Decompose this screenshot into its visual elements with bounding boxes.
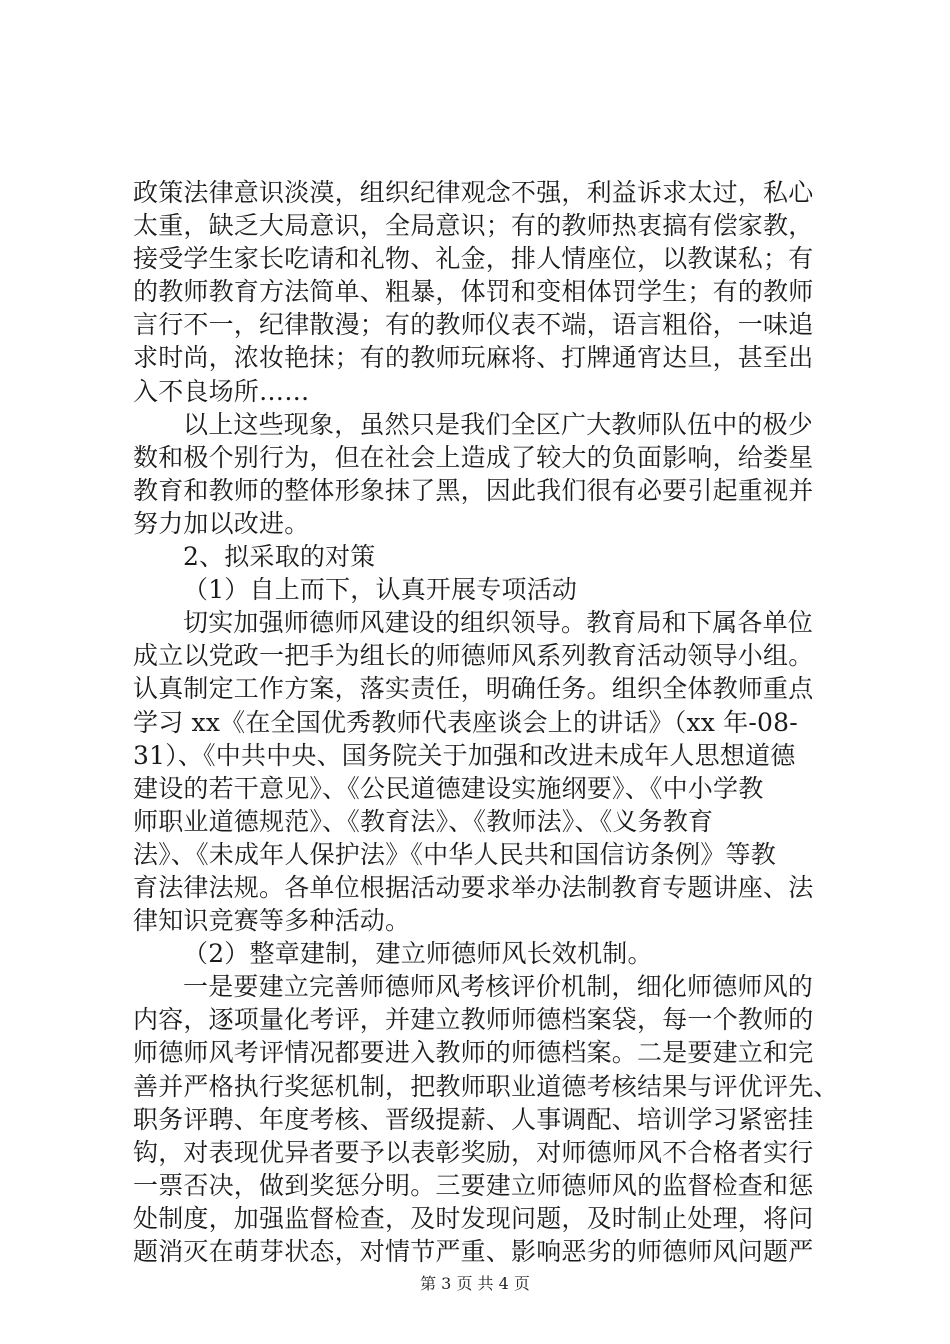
text-line: 题消灭在萌芽状态，对情节严重、影响恶劣的师德师风问题严: [133, 1237, 814, 1266]
text-line: 以上这些现象，虽然只是我们全区广大教师队伍中的极少: [183, 409, 814, 439]
text-line: 师德师风考评情况都要进入教师的师德档案。二是要建立和完: [133, 1038, 814, 1068]
text-line: 教育和教师的整体形象抹了黑，因此我们很有必要引起重视并: [133, 475, 814, 505]
text-line: 法》、《未成年人保护法》《中华人民共和国信访条例》等教: [133, 839, 776, 869]
text-line: 成立以党政一把手为组长的师德师风系列教育活动领导小组。: [133, 641, 814, 671]
text-line: 切实加强师德师风建设的组织领导。教育局和下属各单位: [183, 608, 814, 638]
text-line: 一票否决，做到奖惩分明。三要建立师德师风的监督检查和惩: [133, 1170, 814, 1200]
text-line: 的教师教育方法简单、粗暴，体罚和变相体罚学生；有的教师: [133, 277, 814, 307]
text-line: 善并严格执行奖惩机制，把教师职业道德考核结果与评优评先、: [133, 1071, 839, 1101]
text-line: 太重，缺乏大局意识，全局意识；有的教师热衷搞有偿家教，: [133, 211, 814, 241]
text-line: 师职业道德规范》、《教育法》、《教师法》、《义务教育: [133, 806, 714, 836]
text-line: 接受学生家长吃请和礼物、礼金，排人情座位，以教谋私；有: [133, 244, 814, 274]
document-body: [133, 176, 839, 1268]
text-line: 言行不一，纪律散漫；有的教师仪表不端，语言粗俗，一味追: [133, 310, 814, 340]
text-line: 数和极个别行为，但在社会上造成了较大的负面影响，给娄星: [133, 442, 814, 472]
page-number: 第 3 页 共 4 页: [420, 1274, 530, 1293]
text-line: 职务评聘、年度考核、晋级提薪、人事调配、培训学习紧密挂: [133, 1104, 814, 1134]
text-line: 内容，逐项量化考评，并建立教师师德档案袋，每一个教师的: [133, 1005, 814, 1035]
text-line: 钩，对表现优异者要予以表彰奖励，对师德师风不合格者实行: [133, 1137, 814, 1167]
text-line: 认真制定工作方案，落实责任，明确任务。组织全体教师重点: [133, 674, 814, 704]
text-line: 入不良场所……: [133, 376, 310, 406]
subsection-heading: （1）自上而下，认真开展专项活动: [183, 575, 578, 605]
text-line: 求时尚，浓妆艳抹；有的教师玩麻将、打牌通宵达旦，甚至出: [133, 343, 814, 373]
text-line: 育法律法规。各单位根据活动要求举办法制教育专题讲座、法: [133, 872, 814, 902]
text-line: 一是要建立完善师德师风考核评价机制，细化师德师风的: [183, 972, 814, 1002]
text-line: 31）、《中共中央、国务院关于加强和改进未成年人思想道德: [133, 740, 796, 770]
section-heading: 2、拟采取的对策: [183, 542, 376, 572]
text-line: 律知识竞赛等多种活动。: [133, 906, 411, 936]
text-line: 处制度，加强监督检查，及时发现问题，及时制止处理，将问: [133, 1203, 814, 1233]
text-line: 学习 xx《在全国优秀教师代表座谈会上的讲话》（xx 年-08-: [133, 707, 798, 737]
text-line: 努力加以改进。: [133, 508, 310, 538]
text-line: 建设的若干意见》、《公民道德建设实施纲要》、《中小学教: [133, 773, 764, 803]
page-footer: [0, 1274, 950, 1294]
subsection-heading: （2）整章建制，建立师德师风长效机制。: [183, 939, 653, 969]
text-line: 政策法律意识淡漠，组织纪律观念不强，利益诉求太过，私心: [133, 178, 814, 207]
